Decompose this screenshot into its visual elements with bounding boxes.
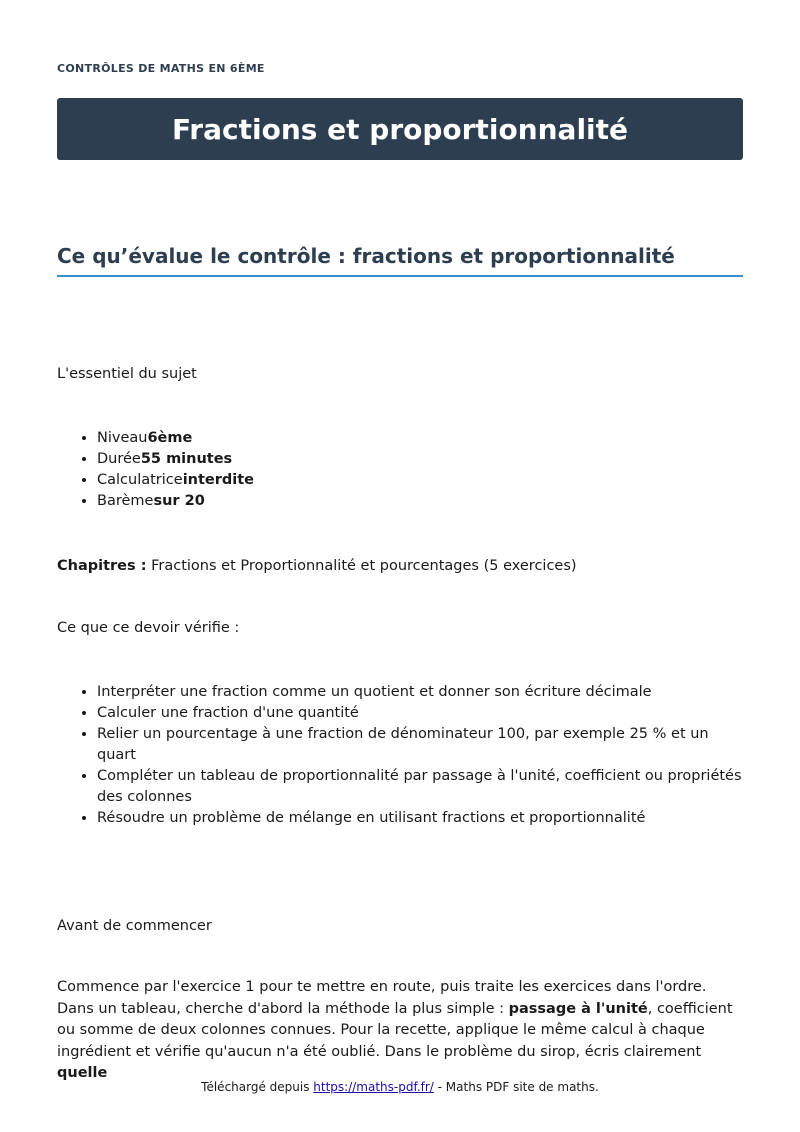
footer-prefix: Téléchargé depuis xyxy=(201,1080,314,1094)
chapters-label: Chapitres : xyxy=(57,558,147,574)
list-item xyxy=(97,449,743,470)
series-label: CONTRÔLES DE MATHS EN 6ÈME xyxy=(57,62,265,75)
essential-key: Niveau xyxy=(97,430,148,446)
list-item xyxy=(97,491,743,512)
before-label: Avant de commencer xyxy=(57,918,212,934)
before-text-1: Commence par l'exercice 1 pour te mettre en route, puis traite les exercices dans l'ordre. Dans un tableau, cherche d'abord la méthode la plus simple : xyxy=(57,979,707,1017)
before-text-2: , coefficient ou somme de deux colonnes connues. Pour la recette, applique le même calcul à chaque ingrédient et vérifie qu'aucun n'a été oublié. Dans le problème du sirop, écris clairement xyxy=(57,1000,733,1060)
footer xyxy=(0,1080,800,1094)
essentials-list xyxy=(57,428,743,512)
chapters-line xyxy=(57,556,577,577)
list-item: • Compléter un tableau de proportionnalité par passage à l'unité, coefficient ou propriétés des colonnes xyxy=(97,766,743,808)
essential-value: sur 20 xyxy=(153,493,205,509)
list-item: • Interpréter une fraction comme un quotient et donner son écriture décimale xyxy=(97,682,743,703)
before-paragraph xyxy=(57,977,743,1085)
essential-key: Durée xyxy=(97,451,141,467)
footer-link[interactable]: https://maths-pdf.fr/ xyxy=(313,1080,434,1094)
checks-list xyxy=(57,682,743,829)
before-bold-2: quelle xyxy=(57,1065,108,1081)
list-item xyxy=(97,428,743,449)
before-bold-1: passage à l'unité xyxy=(508,1000,648,1017)
essential-key: Barème xyxy=(97,493,154,509)
footer-suffix: - Maths PDF site de maths. xyxy=(433,1080,599,1094)
list-item xyxy=(97,470,743,491)
essential-value: 6ème xyxy=(147,430,193,446)
essential-value: interdite xyxy=(182,472,255,488)
checks-label: Ce que ce devoir vérifie : xyxy=(57,620,240,636)
list-item: • Calculer une fraction d'une quantité xyxy=(97,703,743,724)
essential-key: Calculatrice xyxy=(97,472,183,488)
list-item: • Relier un pourcentage à une fraction de dénominateur 100, par exemple 25 % et un quart xyxy=(97,724,743,766)
section-heading: Ce qu’évalue le contrôle : fractions et proportionnalité xyxy=(57,244,743,277)
title-banner xyxy=(57,98,743,160)
chapters-text: Fractions et Proportionnalité et pourcentages (5 exercices) xyxy=(146,558,577,574)
list-item: • Résoudre un problème de mélange en utilisant fractions et proportionnalité xyxy=(97,808,743,829)
document-page xyxy=(57,0,743,1132)
essential-value: 55 minutes xyxy=(140,451,233,467)
essentials-label: L'essentiel du sujet xyxy=(57,366,197,382)
page-title: Fractions et proportionnalité xyxy=(171,112,629,146)
